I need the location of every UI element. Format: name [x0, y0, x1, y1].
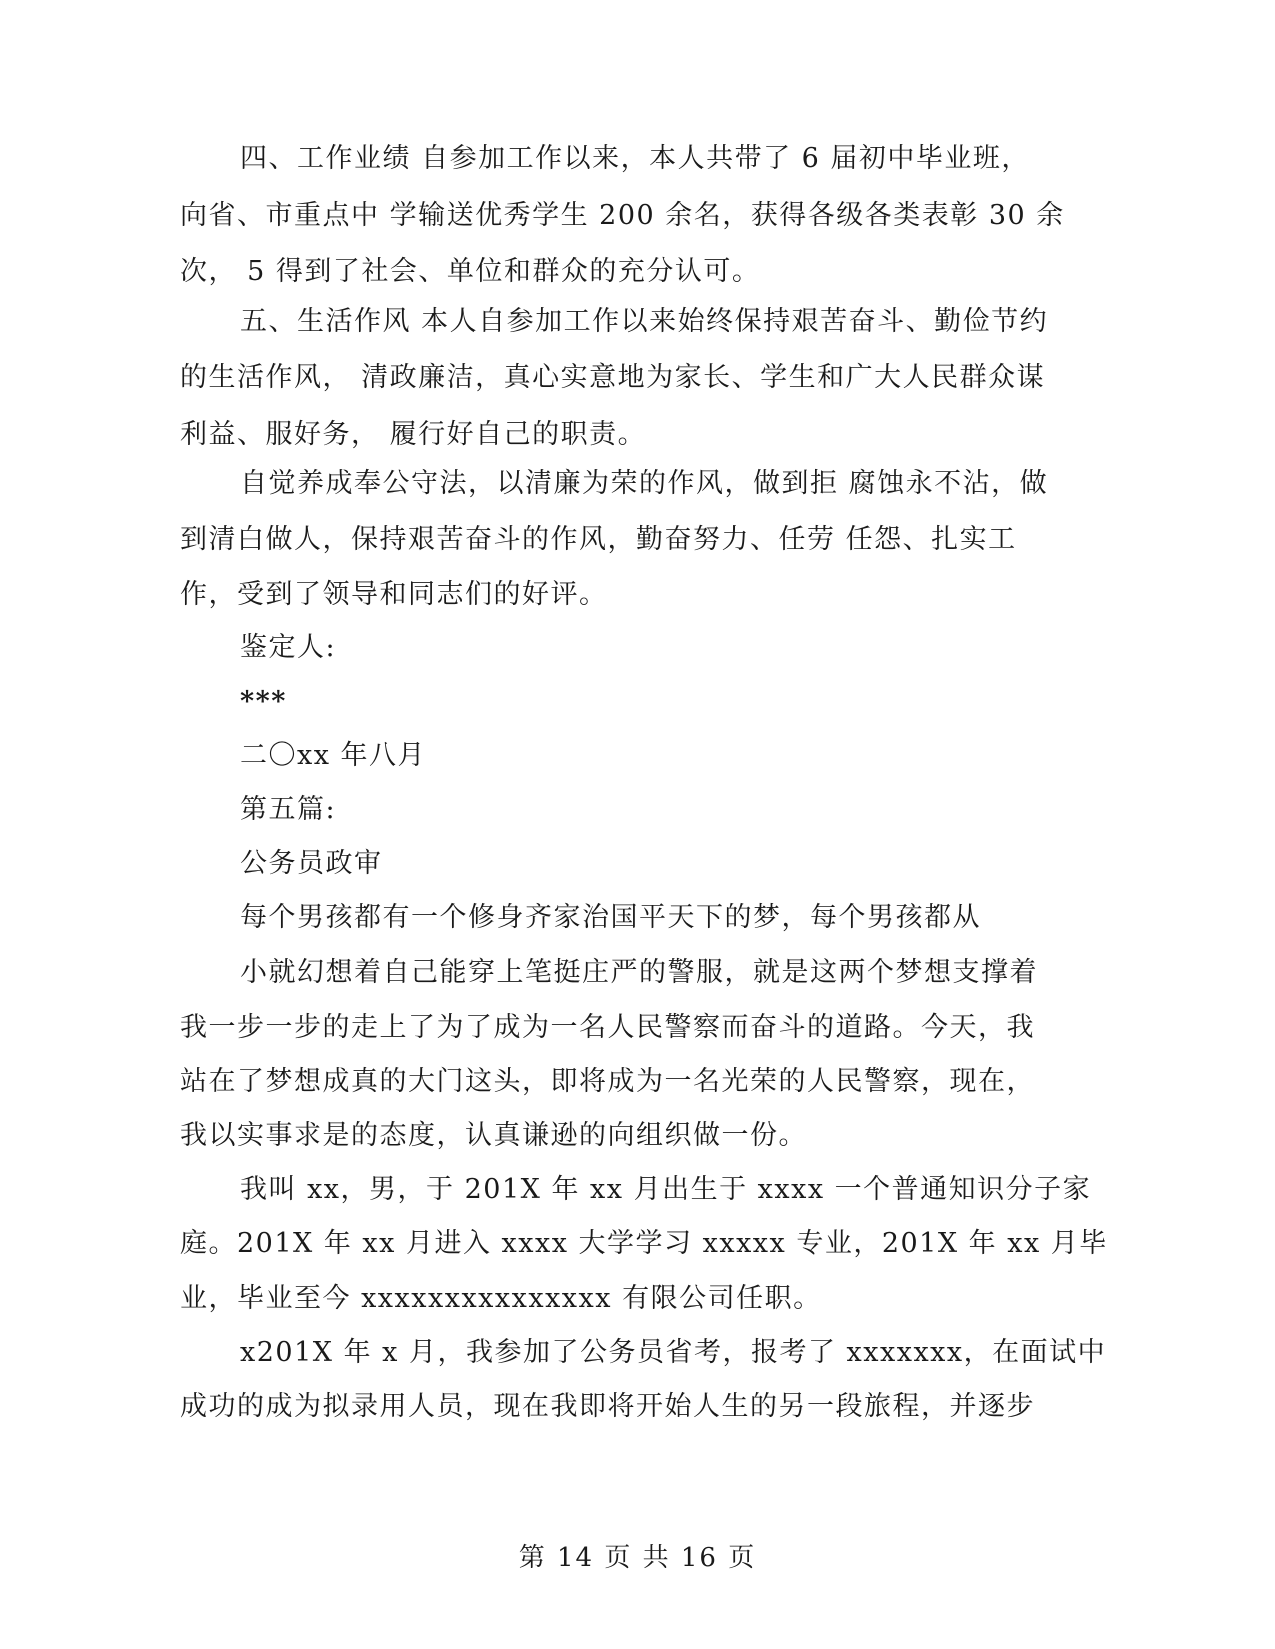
- appraiser-name: ***: [240, 686, 287, 717]
- text-line: 小就幻想着自己能穿上笔挺庄严的警服，就是这两个梦想支撑着: [240, 957, 1038, 988]
- text-line: 的生活作风， 清政廉洁，真心实意地为家长、学生和广大人民群众谋: [180, 362, 1046, 393]
- text-line: 成功的成为拟录用人员，现在我即将开始人生的另一段旅程，并逐步: [180, 1391, 1035, 1422]
- text-line: 业，毕业至今 xxxxxxxxxxxxxxx 有限公司任职。: [180, 1283, 822, 1314]
- text-line: 到清白做人，保持艰苦奋斗的作风，勤奋努力、任劳 任怨、扎实工: [180, 524, 1017, 555]
- text-line: 每个男孩都有一个修身齐家治国平天下的梦，每个男孩都从: [240, 902, 981, 933]
- text-line: 我以实事求是的态度，认真谦逊的向组织做一份。: [180, 1120, 807, 1151]
- section-heading: 第五篇:: [240, 794, 337, 825]
- text-line: 站在了梦想成真的大门这头，即将成为一名光荣的人民警察，现在，: [180, 1066, 1035, 1097]
- text-line: 庭。201X 年 xx 月进入 xxxx 大学学习 xxxxx 专业，201X 年 xx 月毕: [180, 1228, 1108, 1259]
- text-line: 次， 5 得到了社会、单位和群众的充分认可。: [180, 256, 761, 287]
- text-line: 向省、市重点中 学输送优秀学生 200 余名，获得各级各类表彰 30 余: [180, 200, 1065, 231]
- text-line: 我一步一步的走上了为了成为一名人民警察而奋斗的道路。今天，我: [180, 1012, 1035, 1043]
- text-line: 四、工作业绩 自参加工作以来，本人共带了 6 届初中毕业班，: [240, 143, 1030, 174]
- text-line: 我叫 xx，男，于 201X 年 xx 月出生于 xxxx 一个普通知识分子家: [240, 1174, 1092, 1205]
- page-footer: 第 14 页 共 16 页: [518, 1543, 757, 1573]
- text-line: 利益、服好务， 履行好自己的职责。: [180, 419, 647, 450]
- text-line: 五、生活作风 本人自参加工作以来始终保持艰苦奋斗、勤俭节约: [240, 306, 1049, 337]
- section-title: 公务员政审: [240, 848, 383, 879]
- appraiser-label: 鉴定人:: [240, 632, 337, 663]
- text-line: 作，受到了领导和同志们的好评。: [180, 579, 608, 610]
- text-line: x201X 年 x 月，我参加了公务员省考，报考了 xxxxxxx，在面试中: [240, 1337, 1107, 1368]
- text-line: 自觉养成奉公守法，以清廉为荣的作风，做到拒 腐蚀永不沾，做: [240, 468, 1049, 499]
- date-line: 二〇xx 年八月: [240, 740, 427, 771]
